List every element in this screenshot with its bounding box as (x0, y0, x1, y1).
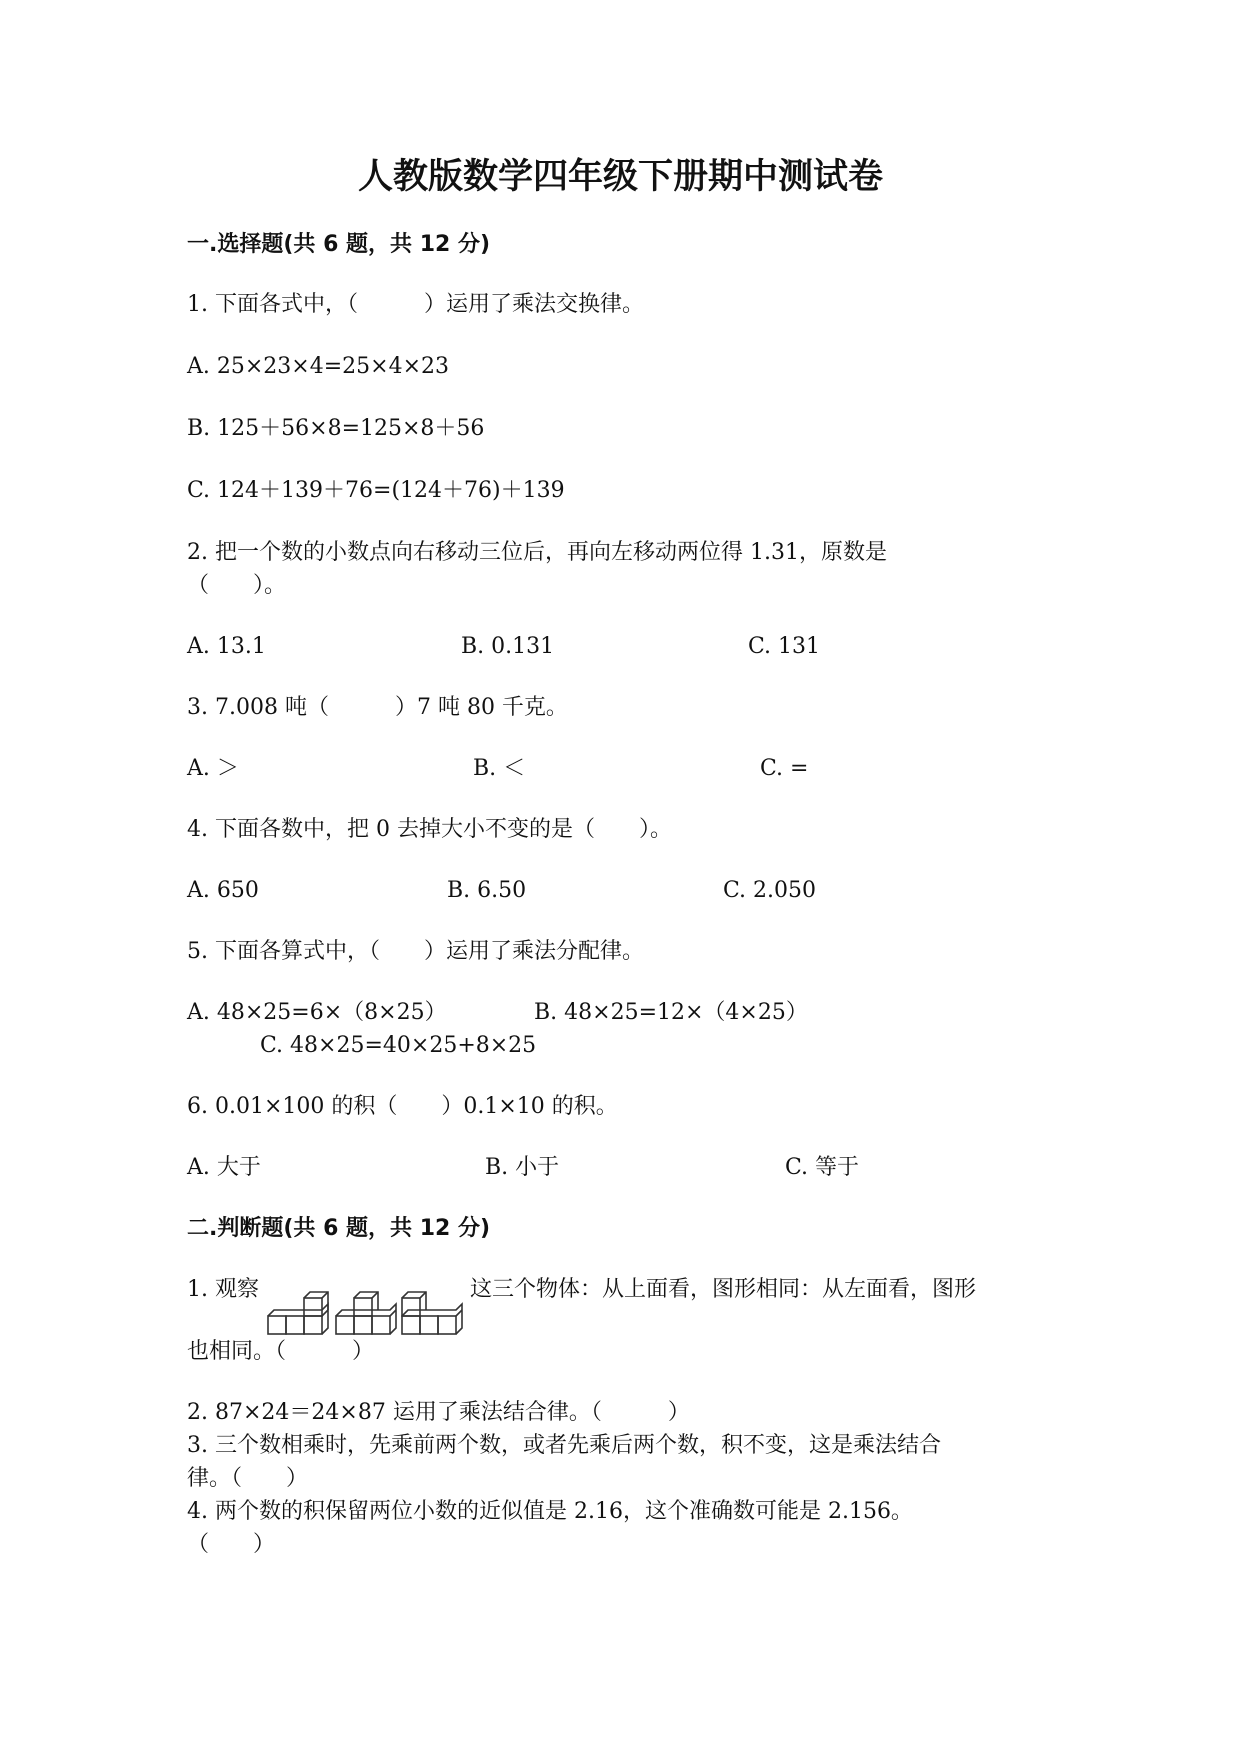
question-6-stem: 6. 0.01×100 的积（ ）0.1×10 的积。 (187, 1094, 618, 1119)
question-3-option-c: C. = (760, 756, 809, 781)
question-5-stem: 5. 下面各算式中，（ ）运用了乘法分配律。 (187, 939, 644, 964)
question-6-option-b: B. 小于 (485, 1155, 560, 1180)
question-3-option-a: A. ＞ (187, 756, 239, 781)
question-4-option-c: C. 2.050 (723, 878, 817, 903)
question-4-option-a: A. 650 (187, 878, 259, 903)
judgement-1-line2: 也相同。（ ） (187, 1339, 375, 1364)
judgement-4-line1: 4. 两个数的积保留两位小数的近似值是 2.16，这个准确数可能是 2.156。 (187, 1499, 913, 1524)
judgement-3-line2: 律。（ ） (187, 1466, 309, 1491)
page-title: 人教版数学四年级下册期中测试卷 (357, 157, 883, 197)
question-2-option-b: B. 0.131 (461, 634, 555, 659)
question-5-option-b: B. 48×25=12×（4×25） (534, 1000, 808, 1025)
judgement-1-suffix: 这三个物体：从上面看，图形相同：从左面看，图形 (470, 1277, 977, 1302)
judgement-3-line1: 3. 三个数相乘时，先乘前两个数，或者先乘后两个数，积不变，这是乘法结合 (187, 1433, 941, 1458)
judgement-4-line2: （ ） (187, 1532, 276, 1557)
question-5-option-c: C. 48×25=40×25+8×25 (260, 1033, 537, 1058)
cube-objects-figure (266, 1284, 466, 1340)
question-2-stem-line1: 2. 把一个数的小数点向右移动三位后，再向左移动两位得 1.31，原数是 (187, 540, 887, 565)
question-6-option-a: A. 大于 (187, 1155, 261, 1180)
question-3-option-b: B. ＜ (473, 756, 526, 781)
cube-object-1 (268, 1292, 328, 1334)
question-1-stem: 1. 下面各式中，（ ）运用了乘法交换律。 (187, 292, 644, 317)
question-4-stem: 4. 下面各数中，把 0 去掉大小不变的是（ ）。 (187, 817, 672, 842)
question-3-stem: 3. 7.008 吨（ ）7 吨 80 千克。 (187, 695, 568, 720)
question-4-option-b: B. 6.50 (447, 878, 527, 903)
section-heading-choice: 一.选择题(共 6 题，共 12 分) (187, 232, 491, 257)
cube-object-3 (402, 1292, 462, 1334)
judgement-1-prefix: 1. 观察 (187, 1277, 259, 1302)
question-1-option-c: C. 124＋139＋76=(124＋76)＋139 (187, 478, 565, 503)
question-2-option-c: C. 131 (748, 634, 821, 659)
question-1-option-a: A. 25×23×4=25×4×23 (187, 354, 450, 379)
question-5-option-a: A. 48×25=6×（8×25） (187, 1000, 447, 1025)
question-6-option-c: C. 等于 (785, 1155, 860, 1180)
cube-object-2 (336, 1292, 396, 1334)
question-1-option-b: B. 125＋56×8=125×8＋56 (187, 416, 485, 441)
question-2-option-a: A. 13.1 (187, 634, 266, 659)
question-2-stem-line2: （ ）。 (187, 573, 287, 598)
section-heading-judgement: 二.判断题(共 6 题，共 12 分) (187, 1216, 491, 1241)
judgement-2: 2. 87×24＝24×87 运用了乘法结合律。（ ） (187, 1400, 690, 1425)
